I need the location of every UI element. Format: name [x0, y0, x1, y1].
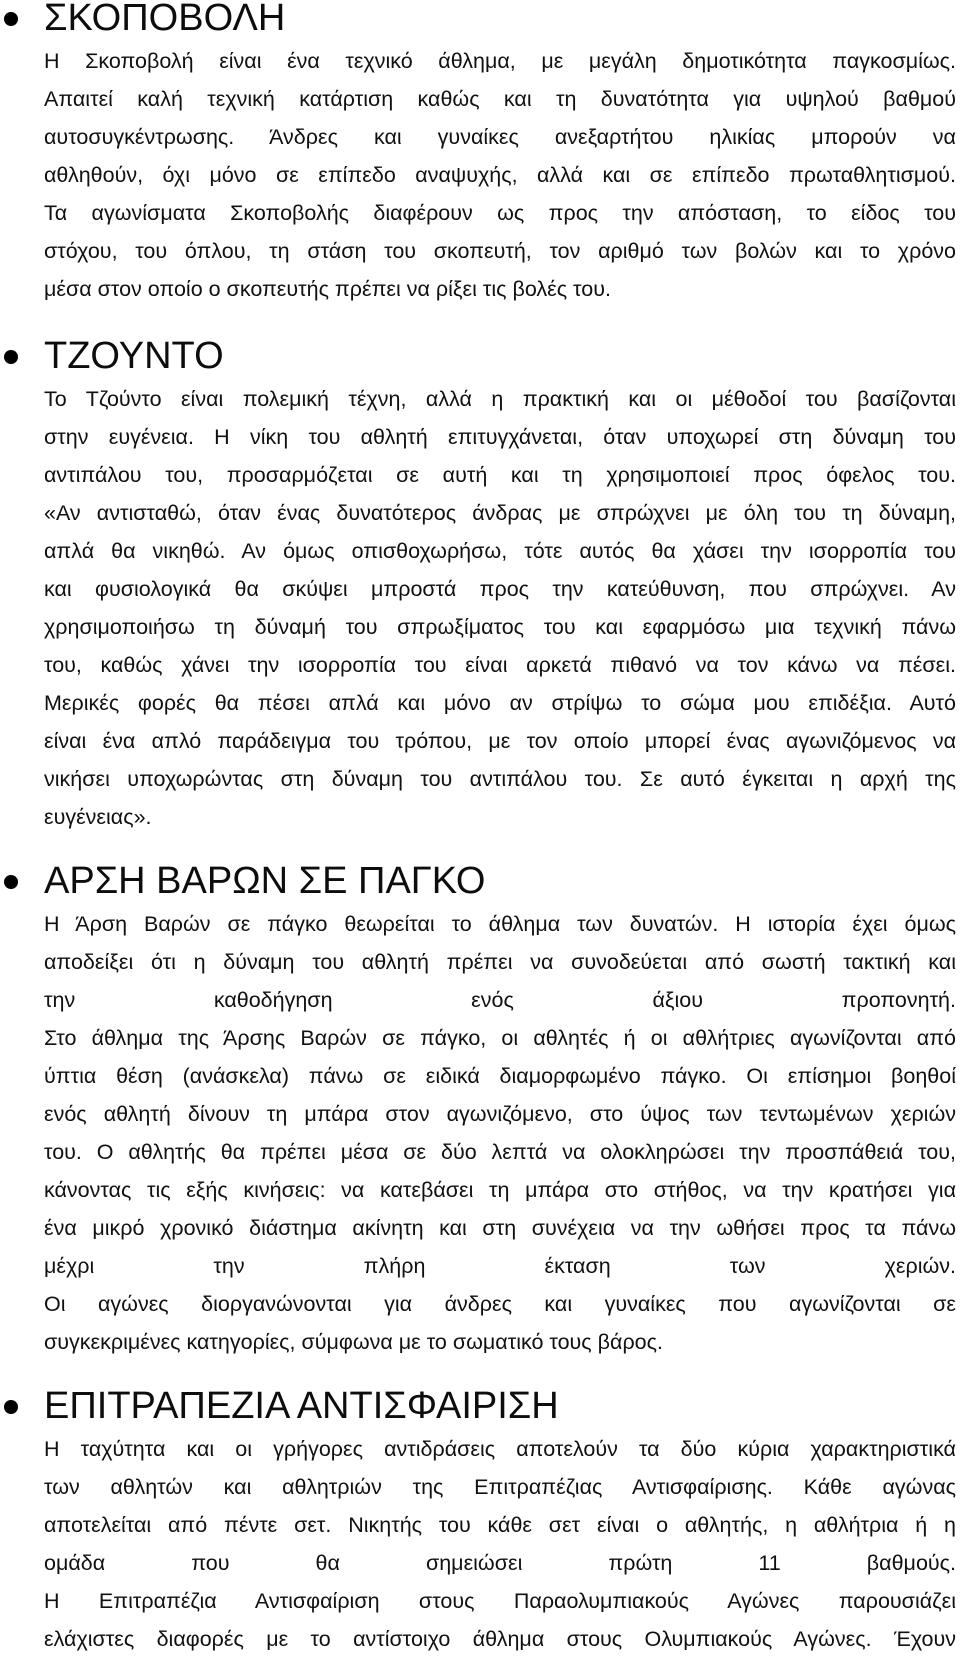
text-line: είναι ένα απλό παράδειγμα του τρόπου, με τον οποίο μπορεί ένας αγωνιζόμενος να	[44, 729, 956, 753]
text-line: ευγένειας».	[44, 805, 152, 829]
text-line: και φυσιολογικά θα σκύψει μπροστά προς την κατεύθυνση, που σπρώχνει. Αν	[44, 577, 956, 601]
text-line: κάνοντας τις εξής κινήσεις: να κατεβάσει τη μπάρα στο στήθος, να την κρατήσει για	[44, 1178, 956, 1202]
section-heading: ΣΚΟΠΟΒΟΛΗ	[44, 0, 286, 39]
text-line: ελάχιστες διαφορές με το αντίστοιχο άθλημα στους Ολυμπιακούς Αγώνες. Έχουν	[44, 1627, 956, 1651]
section-heading: ΤΖΟΥΝΤΟ	[44, 335, 224, 377]
section-body	[44, 905, 956, 1361]
section-heading: ΑΡΣΗ ΒΑΡΩΝ ΣΕ ΠΑΓΚΟ	[44, 860, 486, 902]
text-line: συγκεκριμένες κατηγορίες, σύμφωνα με το σωματικό τους βάρος.	[44, 1330, 663, 1354]
text-line: ομάδα που θα σημειώσει πρώτη 11 βαθμούς.	[44, 1551, 956, 1575]
text-line: ενός αθλητή δίνουν τη μπάρα στον αγωνιζόμενο, στο ύψος των τεντωμένων χεριών	[44, 1102, 956, 1126]
text-line: «Αν αντισταθώ, όταν ένας δυνατότερος άνδρας με σπρώχνει με όλη του τη δύναμη,	[44, 501, 956, 525]
text-line: των αθλητών και αθλητριών της Επιτραπέζιας Αντισφαίρισης. Κάθε αγώνας	[44, 1475, 956, 1499]
section-body	[44, 1430, 956, 1658]
text-line: την καθοδήγηση ενός άξιου προπονητή.	[44, 988, 956, 1012]
bullet-icon	[4, 350, 18, 364]
bullet-icon	[4, 875, 18, 889]
text-line: Απαιτεί καλή τεχνική κατάρτιση καθώς και τη δυνατότητα για υψηλού βαθμού	[44, 87, 956, 111]
text-line: Η Σκοποβολή είναι ένα τεχνικό άθλημα, με μεγάλη δημοτικότητα παγκοσμίως.	[44, 49, 956, 73]
bullet-icon	[4, 12, 18, 26]
section-body	[44, 42, 956, 308]
text-line: του, καθώς χάνει την ισορροπία του είναι αρκετά πιθανό να τον κάνω να πέσει.	[44, 653, 956, 677]
text-line: Στο άθλημα της Άρσης Βαρών σε πάγκο, οι αθλητές ή οι αθλήτριες αγωνίζονται από	[44, 1026, 956, 1050]
text-line: στόχου, του όπλου, τη στάση του σκοπευτή, τον αριθμό των βολών και το χρόνο	[44, 239, 956, 263]
section-body	[44, 380, 956, 836]
text-line: νικήσει υποχωρώντας στη δύναμη του αντιπάλου του. Σε αυτό έγκειται η αρχή της	[44, 767, 956, 791]
section-heading: ΕΠΙΤΡΑΠΕΖΙΑ ΑΝΤΙΣΦΑΙΡΙΣΗ	[44, 1385, 559, 1427]
text-line: Το Τζούντο είναι πολεμική τέχνη, αλλά η πρακτική και οι μέθοδοί του βασίζονται	[44, 387, 956, 411]
text-line: αποτελείται από πέντε σετ. Νικητής του κάθε σετ είναι ο αθλητής, η αθλήτρια ή η	[44, 1513, 956, 1537]
text-line: χρησιμοποιήσω τη δύναμή του σπρωξίματος του και εφαρμόσω μια τεχνική πάνω	[44, 615, 956, 639]
text-line: ένα μικρό χρονικό διάστημα ακίνητη και στη συνέχεια να την ωθήσει προς τα πάνω	[44, 1216, 956, 1240]
text-line: μέσα στον οποίο ο σκοπευτής πρέπει να ρίξει τις βολές του.	[44, 277, 611, 301]
text-line: αποδείξει ότι η δύναμη του αθλητή πρέπει να συνοδεύεται από σωστή τακτική και	[44, 950, 956, 974]
text-line: Η ταχύτητα και οι γρήγορες αντιδράσεις αποτελούν τα δύο κύρια χαρακτηριστικά	[44, 1437, 956, 1461]
text-line: Η Άρση Βαρών σε πάγκο θεωρείται το άθλημα των δυνατών. Η ιστορία έχει όμως	[44, 912, 956, 936]
text-line: απλά θα νικηθώ. Αν όμως οπισθοχωρήσω, τότε αυτός θα χάσει την ισορροπία του	[44, 539, 956, 563]
text-line: Τα αγωνίσματα Σκοποβολής διαφέρουν ως προς την απόσταση, το είδος του	[44, 201, 956, 225]
text-line: Οι αγώνες διοργανώνονται για άνδρες και γυναίκες που αγωνίζονται σε	[44, 1292, 956, 1316]
text-line: Μερικές φορές θα πέσει απλά και μόνο αν στρίψω το σώμα μου επιδέξια. Αυτό	[44, 691, 956, 715]
text-line: αθληθούν, όχι μόνο σε επίπεδο αναψυχής, αλλά και σε επίπεδο πρωταθλητισμού.	[44, 163, 956, 187]
text-line: του. Ο αθλητής θα πρέπει μέσα σε δύο λεπτά να ολοκληρώσει την προσπάθειά του,	[44, 1140, 956, 1164]
text-line: Η Επιτραπέζια Αντισφαίριση στους Παραολυμπιακούς Αγώνες παρουσιάζει	[44, 1589, 956, 1613]
text-line: μέχρι την πλήρη έκταση των χεριών.	[44, 1254, 956, 1278]
bullet-icon	[4, 1400, 18, 1414]
text-line: αυτοσυγκέντρωσης. Άνδρες και γυναίκες ανεξαρτήτου ηλικίας μπορούν να	[44, 125, 956, 149]
text-line: στην ευγένεια. Η νίκη του αθλητή επιτυγχάνεται, όταν υποχωρεί στη δύναμη του	[44, 425, 956, 449]
text-line: αντιπάλου του, προσαρμόζεται σε αυτή και τη χρησιμοποιεί προς όφελος του.	[44, 463, 956, 487]
text-line: ύπτια θέση (ανάσκελα) πάνω σε ειδικά διαμορφωμένο πάγκο. Οι επίσημοι βοηθοί	[44, 1064, 956, 1088]
